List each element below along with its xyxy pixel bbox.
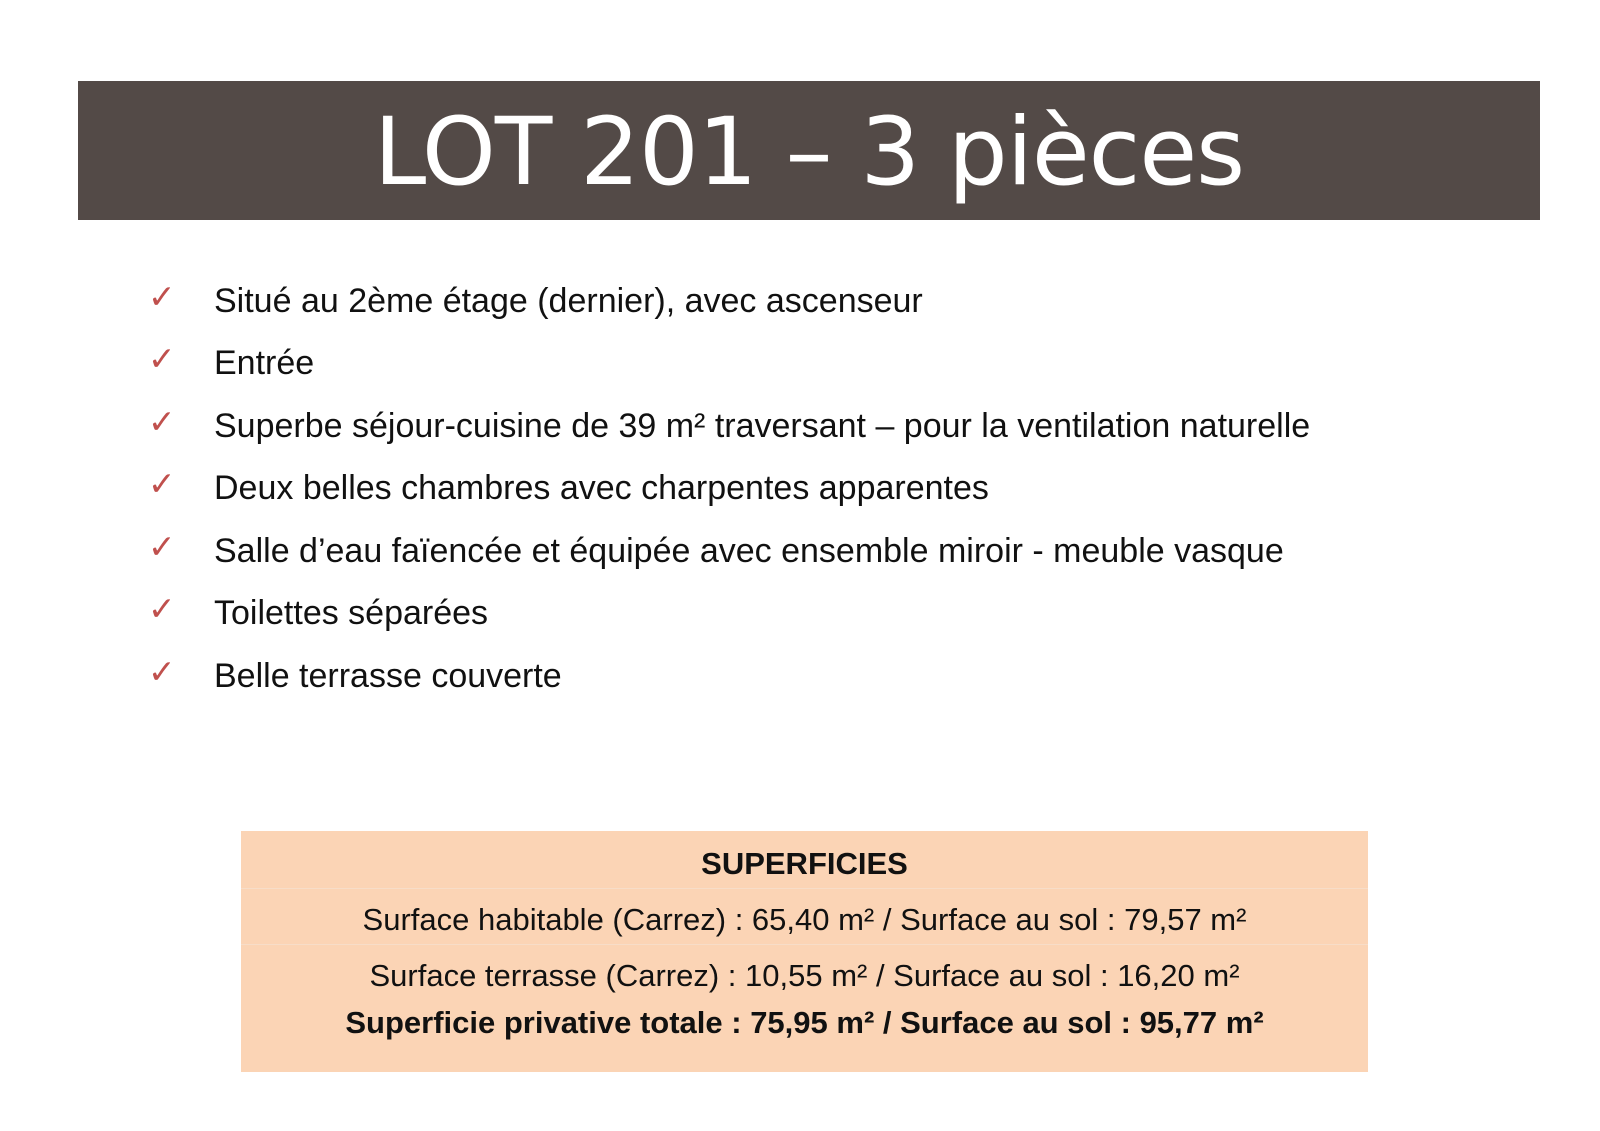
- list-item: [148, 583, 1568, 646]
- feature-text: Belle terrasse couverte: [214, 656, 562, 695]
- list-item: [148, 333, 1568, 396]
- list-item: [148, 520, 1568, 583]
- checkmark-icon: ✓: [148, 589, 176, 629]
- surfaces-table: [241, 831, 1368, 1072]
- surface-terrasse-row: Surface terrasse (Carrez) : 10,55 m² / Surface au sol : 16,20 m²: [369, 958, 1240, 993]
- checkmark-icon: ✓: [148, 464, 176, 504]
- surface-habitable-row: Surface habitable (Carrez) : 65,40 m² / Surface au sol : 79,57 m²: [362, 902, 1247, 937]
- page-title: LOT 201 – 3 pièces: [373, 97, 1245, 207]
- checkmark-icon: ✓: [148, 401, 176, 441]
- list-item: [148, 395, 1568, 458]
- title-bar: [78, 81, 1540, 220]
- list-item: [148, 270, 1568, 333]
- checkmark-icon: ✓: [148, 276, 176, 316]
- feature-text: Toilettes séparées: [214, 594, 489, 633]
- list-item: [148, 645, 1568, 708]
- feature-text: Entrée: [214, 344, 315, 383]
- checkmark-icon: ✓: [148, 651, 176, 691]
- surfaces-heading: SUPERFICIES: [701, 846, 908, 881]
- surface-total-row: Superficie privative totale : 75,95 m² / Surface au sol : 95,77 m²: [345, 1005, 1264, 1040]
- checkmark-icon: ✓: [148, 526, 176, 566]
- feature-text: Superbe séjour-cuisine de 39 m² traversant – pour la ventilation naturelle: [214, 406, 1311, 445]
- feature-list: [148, 270, 1568, 708]
- row-divider: [241, 944, 1368, 945]
- list-item: [148, 458, 1568, 521]
- feature-text: Salle d’eau faïencée et équipée avec ensemble miroir - meuble vasque: [214, 531, 1284, 570]
- checkmark-icon: ✓: [148, 339, 176, 379]
- feature-text: Situé au 2ème étage (dernier), avec ascenseur: [214, 281, 923, 320]
- feature-text: Deux belles chambres avec charpentes apparentes: [214, 469, 989, 508]
- row-divider: [241, 888, 1368, 889]
